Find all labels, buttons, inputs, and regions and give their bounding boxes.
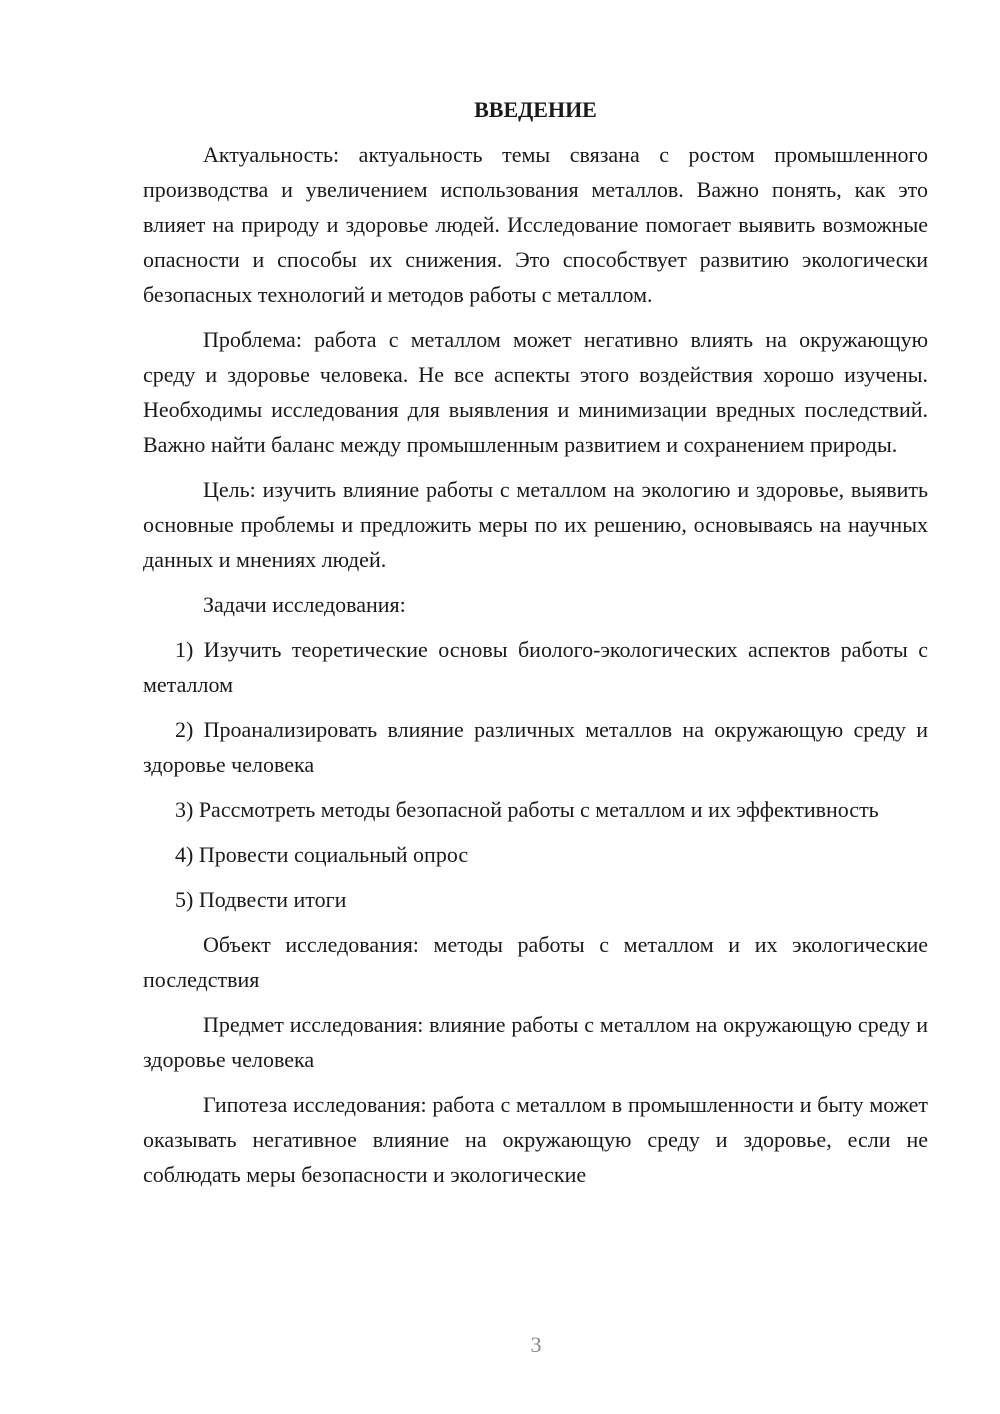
subject-paragraph: Предмет исследования: влияние работы с металлом на окружающую среду и здоровье человека — [143, 1012, 928, 1072]
task-item-1: 1) Изучить теоретические основы биолого-экологических аспектов работы с металлом — [143, 637, 928, 697]
goal-paragraph: Цель: изучить влияние работы с металлом на экологию и здоровье, выявить основные проблемы и предложить меры по их решению, основываясь на научных данных и мнениях людей. — [143, 477, 928, 572]
object-paragraph: Объект исследования: методы работы с металлом и их экологические последствия — [143, 932, 928, 992]
problem-paragraph: Проблема: работа с металлом может негативно влиять на окружающую среду и здоровье человека. Не все аспекты этого воздействия хорошо изучены. Необходимы исследования для выявления и минимизации вредных последствий. Важно найти баланс между промышленным развитием и сохранением природы. — [143, 327, 928, 457]
tasks-heading: Задачи исследования: — [203, 592, 406, 617]
section-title: ВВЕДЕНИЕ — [474, 97, 597, 122]
task-item-5: 5) Подвести итоги — [175, 887, 347, 912]
task-item-3: 3) Рассмотреть методы безопасной работы с металлом и их эффективность — [175, 797, 879, 822]
document-page — [143, 92, 928, 1202]
hypothesis-paragraph: Гипотеза исследования: работа с металлом в промышленности и быту может оказывать негативное влияние на окружающую среду и здоровье, если не соблюдать меры безопасности и экологические — [143, 1092, 928, 1187]
task-item-2: 2) Проанализировать влияние различных металлов на окружающую среду и здоровье человека — [143, 717, 928, 777]
relevance-paragraph: Актуальность: актуальность темы связана с ростом промышленного производства и увеличением использования металлов. Важно понять, как это влияет на природу и здоровье людей. Исследование помогает выявить возможные опасности и способы их снижения. Это способствует развитию экологически безопасных технологий и методов работы с металлом. — [143, 142, 928, 307]
page-number: 3 — [530, 1332, 542, 1357]
task-item-4: 4) Провести социальный опрос — [175, 842, 469, 867]
